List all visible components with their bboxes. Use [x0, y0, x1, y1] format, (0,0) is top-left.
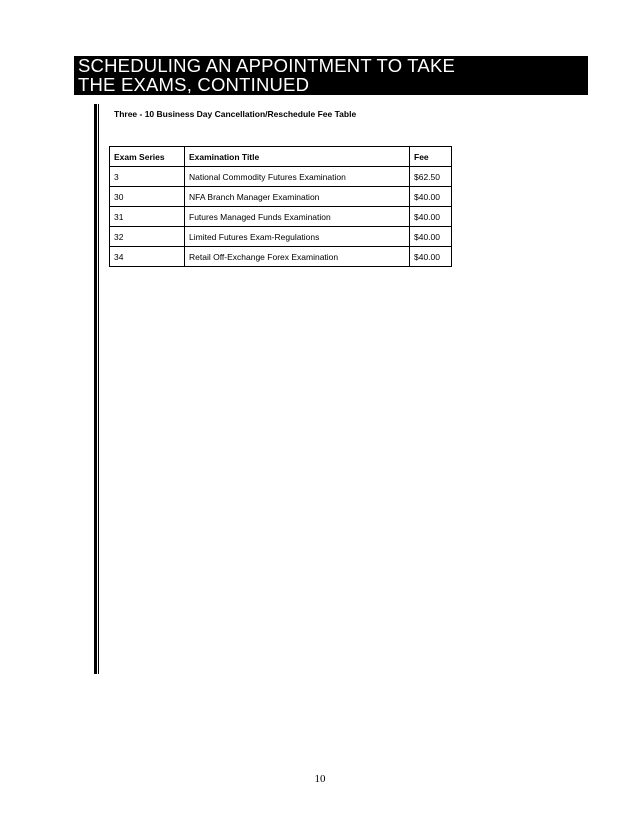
fee-cell: $62.50 [410, 167, 452, 187]
column-header-exam-series: Exam Series [110, 147, 185, 167]
section-title-line-2: THE EXAMS, CONTINUED [78, 74, 310, 95]
vertical-rule [94, 104, 97, 674]
section-header [74, 56, 588, 95]
section-title-line-1: SCHEDULING AN APPOINTMENT TO TAKE [78, 55, 456, 76]
examination-title-cell: Futures Managed Funds Examination [185, 207, 410, 227]
examination-title-cell: National Commodity Futures Examination [185, 167, 410, 187]
examination-title-cell: NFA Branch Manager Examination [185, 187, 410, 207]
fee-table [109, 146, 452, 267]
table-row [110, 167, 452, 187]
exam-series-cell: 32 [110, 227, 185, 247]
fee-cell: $40.00 [410, 187, 452, 207]
fee-cell: $40.00 [410, 227, 452, 247]
fee-cell: $40.00 [410, 207, 452, 227]
exam-series-cell: 3 [110, 167, 185, 187]
examination-title-cell: Retail Off-Exchange Forex Examination [185, 247, 410, 267]
examination-title-cell: Limited Futures Exam-Regulations [185, 227, 410, 247]
exam-series-cell: 31 [110, 207, 185, 227]
fee-table-title: Three - 10 Business Day Cancellation/Reschedule Fee Table [114, 109, 357, 119]
vertical-rule-thin [98, 104, 99, 674]
fee-cell: $40.00 [410, 247, 452, 267]
table-row [110, 187, 452, 207]
column-header-examination-title: Examination Title [185, 147, 410, 167]
table-row [110, 207, 452, 227]
table-row [110, 247, 452, 267]
page-number: 10 [314, 773, 326, 785]
exam-series-cell: 34 [110, 247, 185, 267]
table-header-row [110, 147, 452, 167]
column-header-fee: Fee [410, 147, 452, 167]
table-row [110, 227, 452, 247]
exam-series-cell: 30 [110, 187, 185, 207]
